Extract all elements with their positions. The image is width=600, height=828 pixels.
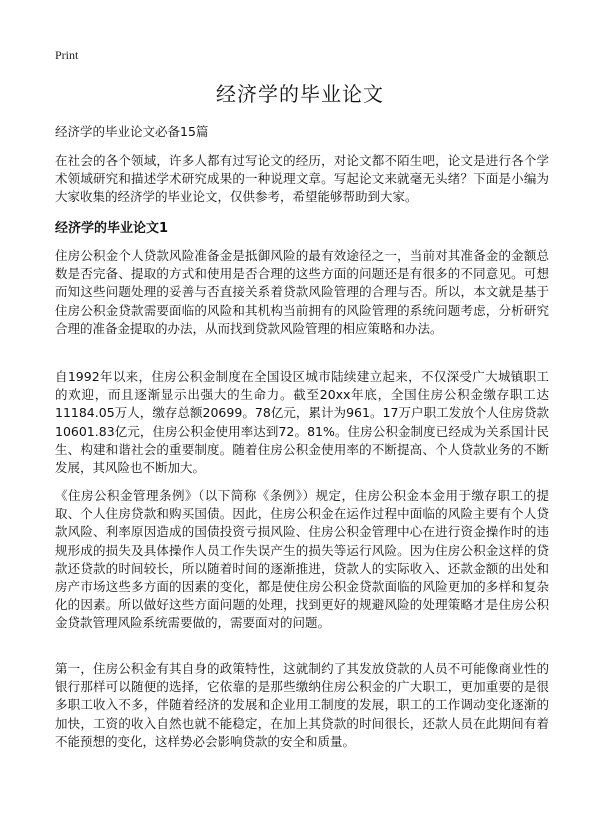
body-paragraph-2: 自1992年以来，住房公积金制度在全国设区城市陆续建立起来，不仅深受广大城镇职工的欢迎，而且逐渐显示出强大的生命力。截至20xx年底，全国住房公积金缴存职工达11184.05万人，缴存总额20699。78亿元，累计为961。17万户职工发放个人住房贷款10601.83亿元，住房公积金使用率达到72。81%。住房公积金制度已经成为关系国计民生、构建和谐社会的重要制度。随着住房公积金使用率的不断提高、个人贷款业务的不断发展，其风险也不断加大。 bbox=[55, 369, 549, 476]
page-title: 经济学的毕业论文 bbox=[216, 82, 384, 106]
document-subtitle: 经济学的毕业论文必备15篇 bbox=[55, 124, 209, 139]
body-paragraph-4: 第一，住房公积金有其自身的政策特性，这就制约了其发放贷款的人员不可能像商业性的银行那样可以随便的选择，它依靠的是那些缴纳住房公积金的广大职工，更加重要的是很多职工收入不多，伴随着经济的发展和企业用工制度的发展，职工的工作调动变化逐渐的加快，工资的收入自然也就不能稳定，在加上其贷款的时间很长，还款人员在此期间有着不能预想的变化，这样势必会影响贷款的安全和质量。 bbox=[55, 661, 549, 749]
body-paragraph-3: 《住房公积金管理条例》（以下简称《条例》）规定，住房公积金本金用于缴存职工的提取、个人住房贷款和购买国债。因此，住房公积金在运作过程中面临的风险主要有个人贷款风险、利率原因造成的国债投资亏损风险、住房公积金管理中心在进行资金操作时的违规形成的损失及具体操作人员工作失误产生的损失等运行风险。因为住房公积金这样的贷款还贷款的时间较长，所以随着时间的逐渐推进，贷款人的实际收入、还款金额的出处和房产市场这些多方面的因素的变化，都是使住房公积金贷款面临的风险更加的多样和复杂化的因素。所以做好这些方面问题的处理，找到更好的规避风险的处理策略才是住房公积金贷款管理风险系统需要做的，需要面对的问题。 bbox=[55, 488, 549, 631]
print-link[interactable]: Print bbox=[55, 48, 79, 62]
intro-paragraph: 在社会的各个领域，许多人都有过写论文的经历，对论文都不陌生吧，论文是进行各个学术领域研究和描述学术研究成果的一种说理文章。写起论文来就毫无头绪？下面是小编为大家收集的经济学的毕业论文，仅供参考，希望能够帮助到大家。 bbox=[55, 153, 549, 205]
section-heading: 经济学的毕业论文1 bbox=[55, 221, 169, 236]
body-paragraph-1: 住房公积金个人贷款风险准备金是抵御风险的最有效途径之一，当前对其准备金的金额总数是否完备、提取的方式和使用是否合理的这些方面的问题还是有很多的不同意见。可想而知这些问题处理的妥善与否直接关系着贷款风险管理的合理与否。所以，本文就是基于住房公积金贷款需要面临的风险和其机构当前拥有的风险管理的系统问题考虑，分析研究合理的准备金提取的办法，从而找到贷款风险管理的相应策略和办法。 bbox=[55, 248, 549, 336]
